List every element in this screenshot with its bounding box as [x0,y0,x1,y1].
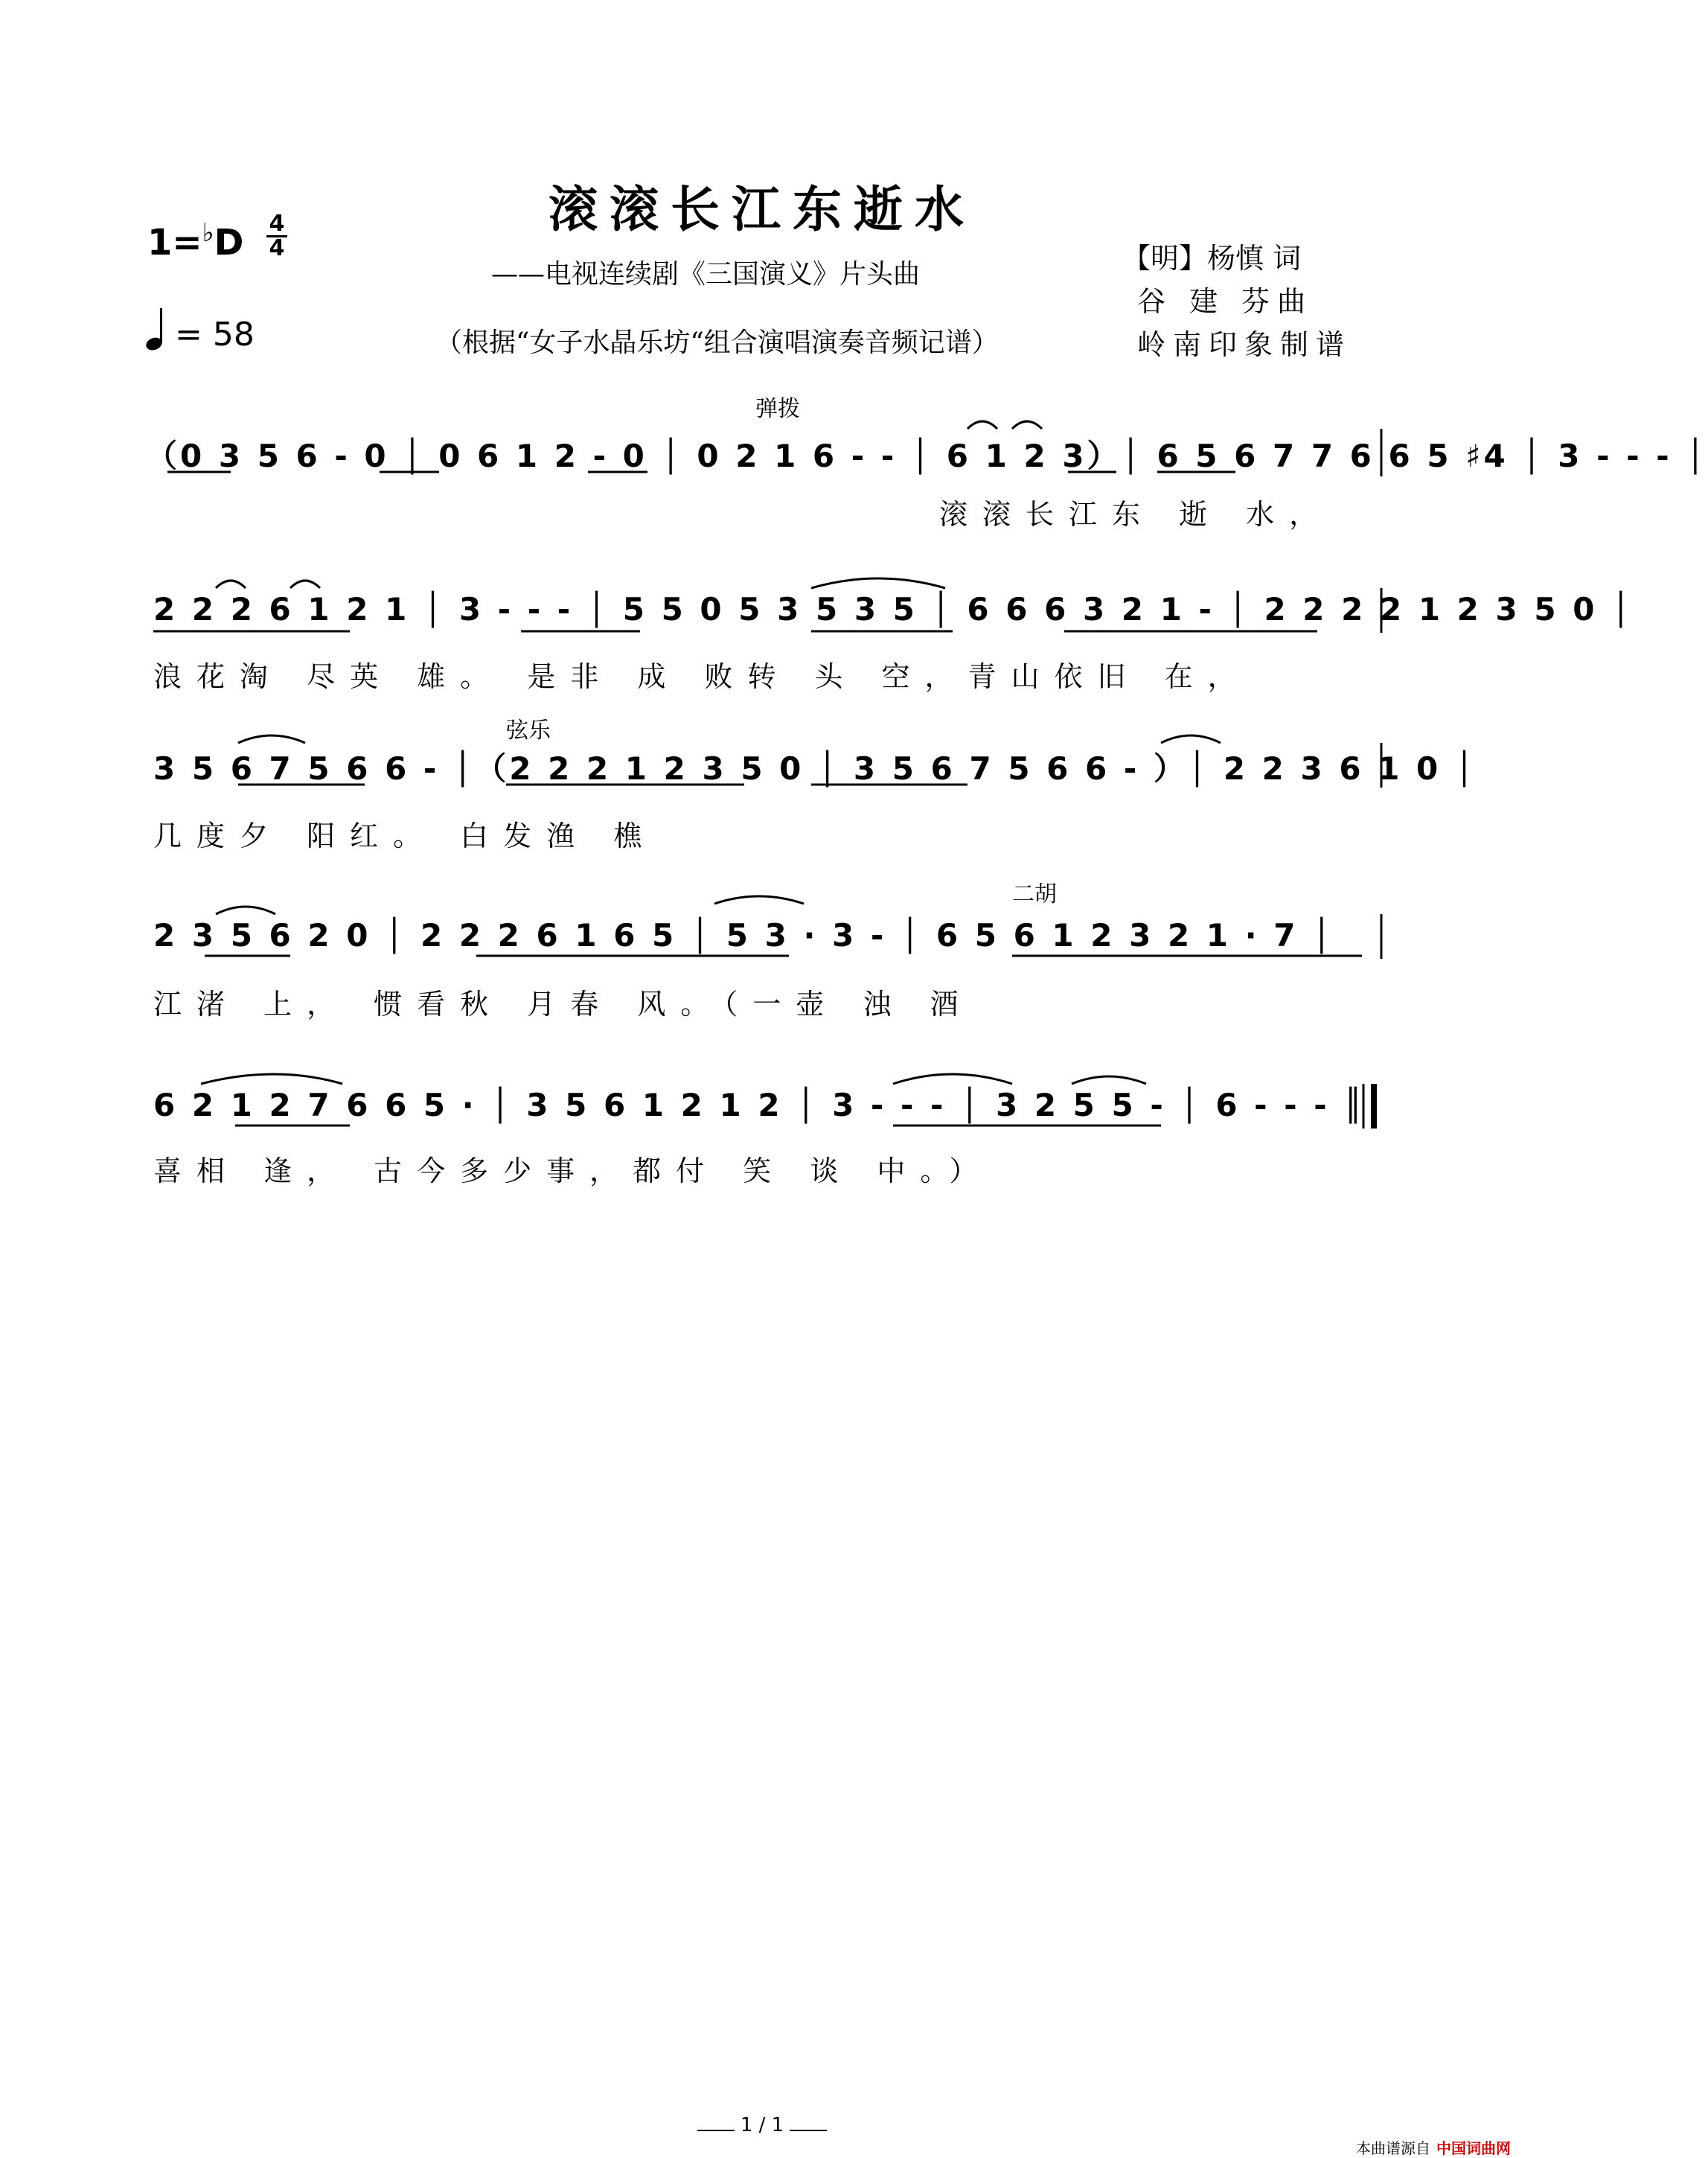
instrument-label-strings: 弦乐 [506,718,551,744]
lyrics-row-4: 江渚 上， 惯看秋 月春 风。（一壶 浊 酒 [153,988,973,1021]
lyrics-row-1: 滚滚长江东 逝 水， [939,498,1333,531]
notation-row-3: 3 5 6 7 5 6 6 - │（2 2 2 1 2 3 5 0 │ 3 5 6 7 5 6 6 - ）│ 2 2 3 6 1 0 │ [153,750,1477,787]
flat-sign: ♭ [202,218,214,248]
song-subtitle: ——电视连续剧《三国演义》片头曲 [491,259,921,290]
tempo-value: = 58 [175,316,255,354]
key-prefix: 1= [147,222,202,264]
notation-row-4: 2 3 5 6 2 0 │ 2 2 2 6 1 6 5 │ 5 3 · 3 - │ 6 5 6 1 2 3 2 1 · 7 │ [153,917,1334,954]
page-number: 1 / 1 [740,2114,784,2136]
source-label: 本曲谱源自 [1356,2139,1430,2157]
instrument-label-erhu: 二胡 [1012,881,1057,907]
time-signature-bottom: 4 [269,235,285,261]
composer-credit: 谷 建 芬曲 [1137,285,1314,318]
notation-row-1: （0 3 5 6 - 0 │ 0 6 1 2 - 0 │ 0 2 1 6 - - │ 6 1 2 3）│ 6 5 6 7 7 6 6 5 ♯4 │ 3 - - - │ [146,438,1708,474]
time-signature-top: 4 [269,211,285,237]
notation-row-2: 2 2 2 6 1 2 1 │ 3 - - - │ 5 5 0 5 3 5 3 5 │ 6 6 6 3 2 1 - │ 2 2 2 2 1 2 3 5 0 │ [153,591,1634,628]
page-footer [0,2114,1524,2136]
lyrics-row-3: 几度夕 阳红。 白发渔 樵 [153,820,657,852]
notation-row-5: 6 2 1 2 7 6 6 5 · │ 3 5 6 1 2 1 2 │ 3 - - - │ 3 2 5 5 - │ 6 - - - ║ [153,1087,1366,1123]
lyrics-row-2: 浪花淘 尽英 雄。 是非 成 败转 头 空，青山依旧 在， [153,660,1251,693]
lyrics-row-5: 喜相 逢， 古今多少事，都付 笑 谈 中。） [153,1155,993,1187]
source-site[interactable]: 中国词曲网 [1436,2139,1511,2157]
key-note: D [214,222,244,264]
transcription-note: （根据“女子水晶乐坊“组合演唱演奏音频记谱） [435,328,999,358]
instrument-label-pluck: 弹拨 [755,396,800,422]
transcriber-credit: 岭南印象制谱 [1137,328,1352,361]
song-title: 滚滚长江东逝水 [548,180,976,238]
source-credit [1356,2136,1511,2158]
lyricist-credit: 【明】杨慎 词 [1122,242,1302,275]
